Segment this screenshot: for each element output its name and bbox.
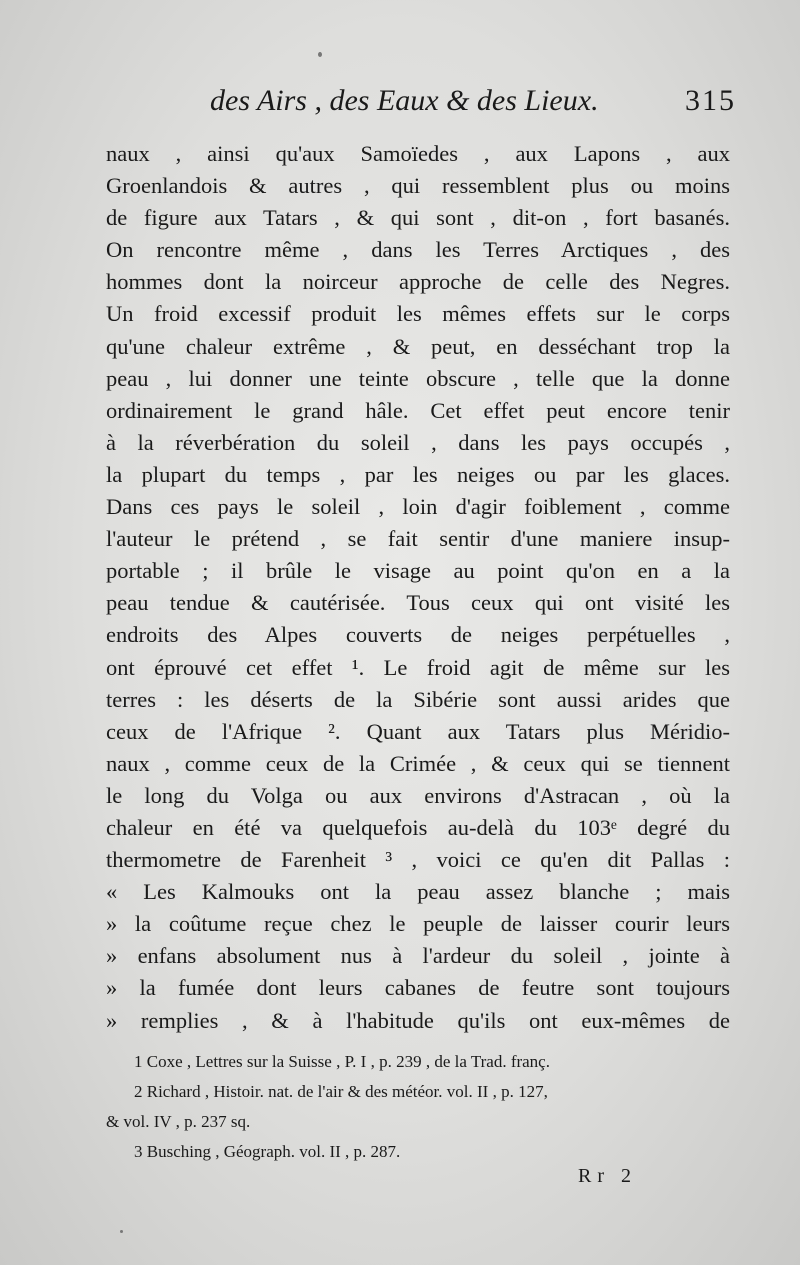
footnote-2: 2 Richard , Histoir. nat. de l'air & des météor. vol. II , p. 127, xyxy=(134,1082,548,1101)
text-line: naux , ainsi qu'aux Samoïedes , aux Lapons , aux xyxy=(106,141,730,166)
text-line: On rencontre même , dans les Terres Arctiques , des xyxy=(106,237,730,263)
text-line: Groenlandois & autres , qui ressemblent plus ou moins xyxy=(106,173,730,199)
text-line: hommes dont la noirceur approche de celle des Negres. xyxy=(106,269,730,295)
running-header xyxy=(210,84,750,124)
text-line: » remplies , & à l'habitude qu'ils ont eux-mêmes de xyxy=(106,1007,730,1033)
footnotes xyxy=(106,1047,736,1167)
text-line: terres : les déserts de la Sibérie sont aussi arides que xyxy=(106,686,730,712)
text-line: qu'une chaleur extrême , & peut, en desséchant trop la xyxy=(106,333,730,359)
text-line: de figure aux Tatars , & qui sont , dit-on , fort basanés. xyxy=(106,205,730,231)
ink-speck xyxy=(318,52,322,57)
text-line: » la coûtume reçue chez le peuple de laisser courir leurs xyxy=(106,911,730,937)
text-line: chaleur en été va quelquefois au-delà du 103ᵉ degré du xyxy=(106,814,730,840)
text-line: Un froid excessif produit les mêmes effets sur le corps xyxy=(106,301,730,327)
text-line: thermometre de Farenheit ³ , voici ce qu'en dit Pallas : xyxy=(106,847,730,873)
text-line: peau , lui donner une teinte obscure , telle que la donne xyxy=(106,365,730,391)
text-line: la plupart du temps , par les neiges ou par les glaces. xyxy=(106,461,730,487)
page-number: 315 xyxy=(685,84,736,117)
footnote-3: 3 Busching , Géograph. vol. II , p. 287. xyxy=(134,1142,401,1161)
text-line: peau tendue & cautérisée. Tous ceux qui ont visité les xyxy=(106,590,730,616)
text-line: endroits des Alpes couverts de neiges perpétuelles , xyxy=(106,622,730,648)
footnote-2-continued: & vol. IV , p. 237 sq. xyxy=(106,1112,251,1131)
ink-speck xyxy=(120,1230,123,1233)
signature-mark: Rr 2 xyxy=(578,1165,637,1187)
text-line: à la réverbération du soleil , dans les pays occupés , xyxy=(106,429,730,455)
text-line: portable ; il brûle le visage au point qu'on en a la xyxy=(106,558,730,584)
running-title: des Airs , des Eaux & des Lieux. xyxy=(210,84,599,117)
text-line: « Les Kalmouks ont la peau assez blanche ; mais xyxy=(106,879,730,905)
text-line: l'auteur le prétend , se fait sentir d'une maniere insup- xyxy=(106,526,730,552)
text-line: le long du Volga ou aux environs d'Astracan , où la xyxy=(106,782,730,808)
text-line: Dans ces pays le soleil , loin d'agir foiblement , comme xyxy=(106,494,730,520)
text-line: ceux de l'Afrique ². Quant aux Tatars plus Méridio- xyxy=(106,718,730,744)
text-line: » la fumée dont leurs cabanes de feutre sont toujours xyxy=(106,975,730,1001)
footnote-1: 1 Coxe , Lettres sur la Suisse , P. I , p. 239 , de la Trad. franç. xyxy=(134,1052,550,1071)
text-line: » enfans absolument nus à l'ardeur du soleil , jointe à xyxy=(106,943,730,969)
body-text xyxy=(106,138,730,1037)
text-line: ordinairement le grand hâle. Cet effet peut encore tenir xyxy=(106,397,730,423)
text-line: ont éprouvé cet effet ¹. Le froid agit de même sur les xyxy=(106,654,730,680)
text-line: naux , comme ceux de la Crimée , & ceux qui se tiennent xyxy=(106,750,730,776)
